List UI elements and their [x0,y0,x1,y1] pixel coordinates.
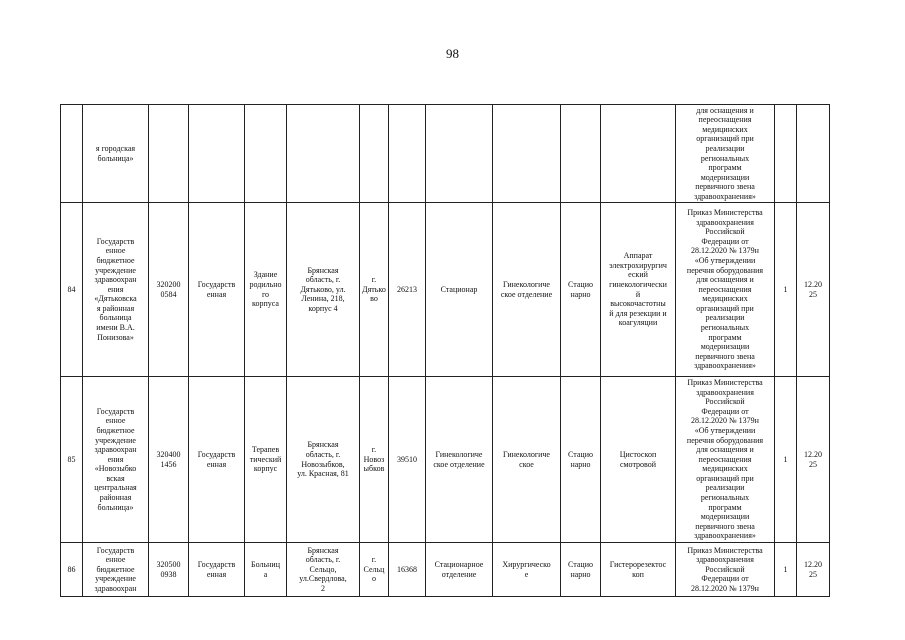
institution-name-cell: Государств енное бюджетное учреждение здравоохран [83,543,149,597]
building-cell: Терапев тический корпус [245,377,287,543]
row-number-cell: 85 [61,377,83,543]
institution-name-cell: я городская больница» [83,105,149,203]
address-cell: Брянская область, г. Сельцо, ул.Свердлова, 2 [287,543,360,597]
row-number-cell: 86 [61,543,83,597]
department-cell: Гинекологиче ское [493,377,561,543]
address-cell: Брянская область, г. Новозыбков, ул. Красная, 81 [287,377,360,543]
address-cell: Брянская область, г. Дятьково, ул. Ленина, 218, корпус 4 [287,203,360,377]
city-cell: г. Дятько во [360,203,389,377]
equipment-cell: Цистоскоп смотровой [601,377,676,543]
equipment-cell: Аппарат электрохирургич еский гинекологически й высокочастотны й для резекции и коагуляции [601,203,676,377]
unit-cell: Стационар [426,203,493,377]
unit-cell: Стационарное отделение [426,543,493,597]
city-cell: г. Сельц о [360,543,389,597]
equipment-table [60,104,830,597]
page-number: 98 [446,46,459,61]
care-type-cell: Стацио нарно [561,203,601,377]
table-row-continuation [61,105,830,203]
equipment-cell: Гистерорезектос коп [601,543,676,597]
ownership-cell: Государств енная [189,203,245,377]
population-cell: 39510 [389,377,426,543]
institution-name-cell: Государств енное бюджетное учреждение здравоохран ения «Дятьковска я районная больница имени В.А. Понизова» [83,203,149,377]
institution-name-cell: Государств енное бюджетное учреждение здравоохран ения «Новозыбко вская центральная районная больница» [83,377,149,543]
table-row [61,203,830,377]
quantity-cell: 1 [775,543,797,597]
date-cell: 12.20 25 [797,377,830,543]
table-row [61,377,830,543]
date-cell: 12.20 25 [797,203,830,377]
population-cell: 16368 [389,543,426,597]
building-cell: Больниц а [245,543,287,597]
legal-basis-cell: для оснащения и переоснащения медицинских организаций при реализации региональных программ модернизации первичного звена здравоохранения» [676,105,775,203]
legal-basis-cell: Приказ Министерства здравоохранения Российской Федерации от 28.12.2020 № 1379н «Об утверждении перечня оборудования для оснащения и переоснащения медицинских организаций при реализации региональных программ модернизации первичного звена здравоохранения» [676,377,775,543]
city-cell: г. Новоз ыбков [360,377,389,543]
unit-cell: Гинекологиче ское отделение [426,377,493,543]
care-type-cell: Стацио нарно [561,543,601,597]
quantity-cell: 1 [775,377,797,543]
date-cell: 12.20 25 [797,543,830,597]
code-cell: 320200 0584 [149,203,189,377]
building-cell: Здание родильно го корпуса [245,203,287,377]
ownership-cell: Государств енная [189,543,245,597]
row-number-cell: 84 [61,203,83,377]
table-row [61,543,830,597]
care-type-cell: Стацио нарно [561,377,601,543]
code-cell: 320500 0938 [149,543,189,597]
ownership-cell: Государств енная [189,377,245,543]
legal-basis-cell: Приказ Министерства здравоохранения Российской Федерации от 28.12.2020 № 1379н «Об утверждении перечня оборудования для оснащения и переоснащения медицинских организаций при реализации региональных программ модернизации первичного звена здравоохранения» [676,203,775,377]
code-cell: 320400 1456 [149,377,189,543]
department-cell: Гинекологиче ское отделение [493,203,561,377]
department-cell: Хирургическо е [493,543,561,597]
legal-basis-cell: Приказ Министерства здравоохранения Российской Федерации от 28.12.2020 № 1379н [676,543,775,597]
quantity-cell: 1 [775,203,797,377]
population-cell: 26213 [389,203,426,377]
